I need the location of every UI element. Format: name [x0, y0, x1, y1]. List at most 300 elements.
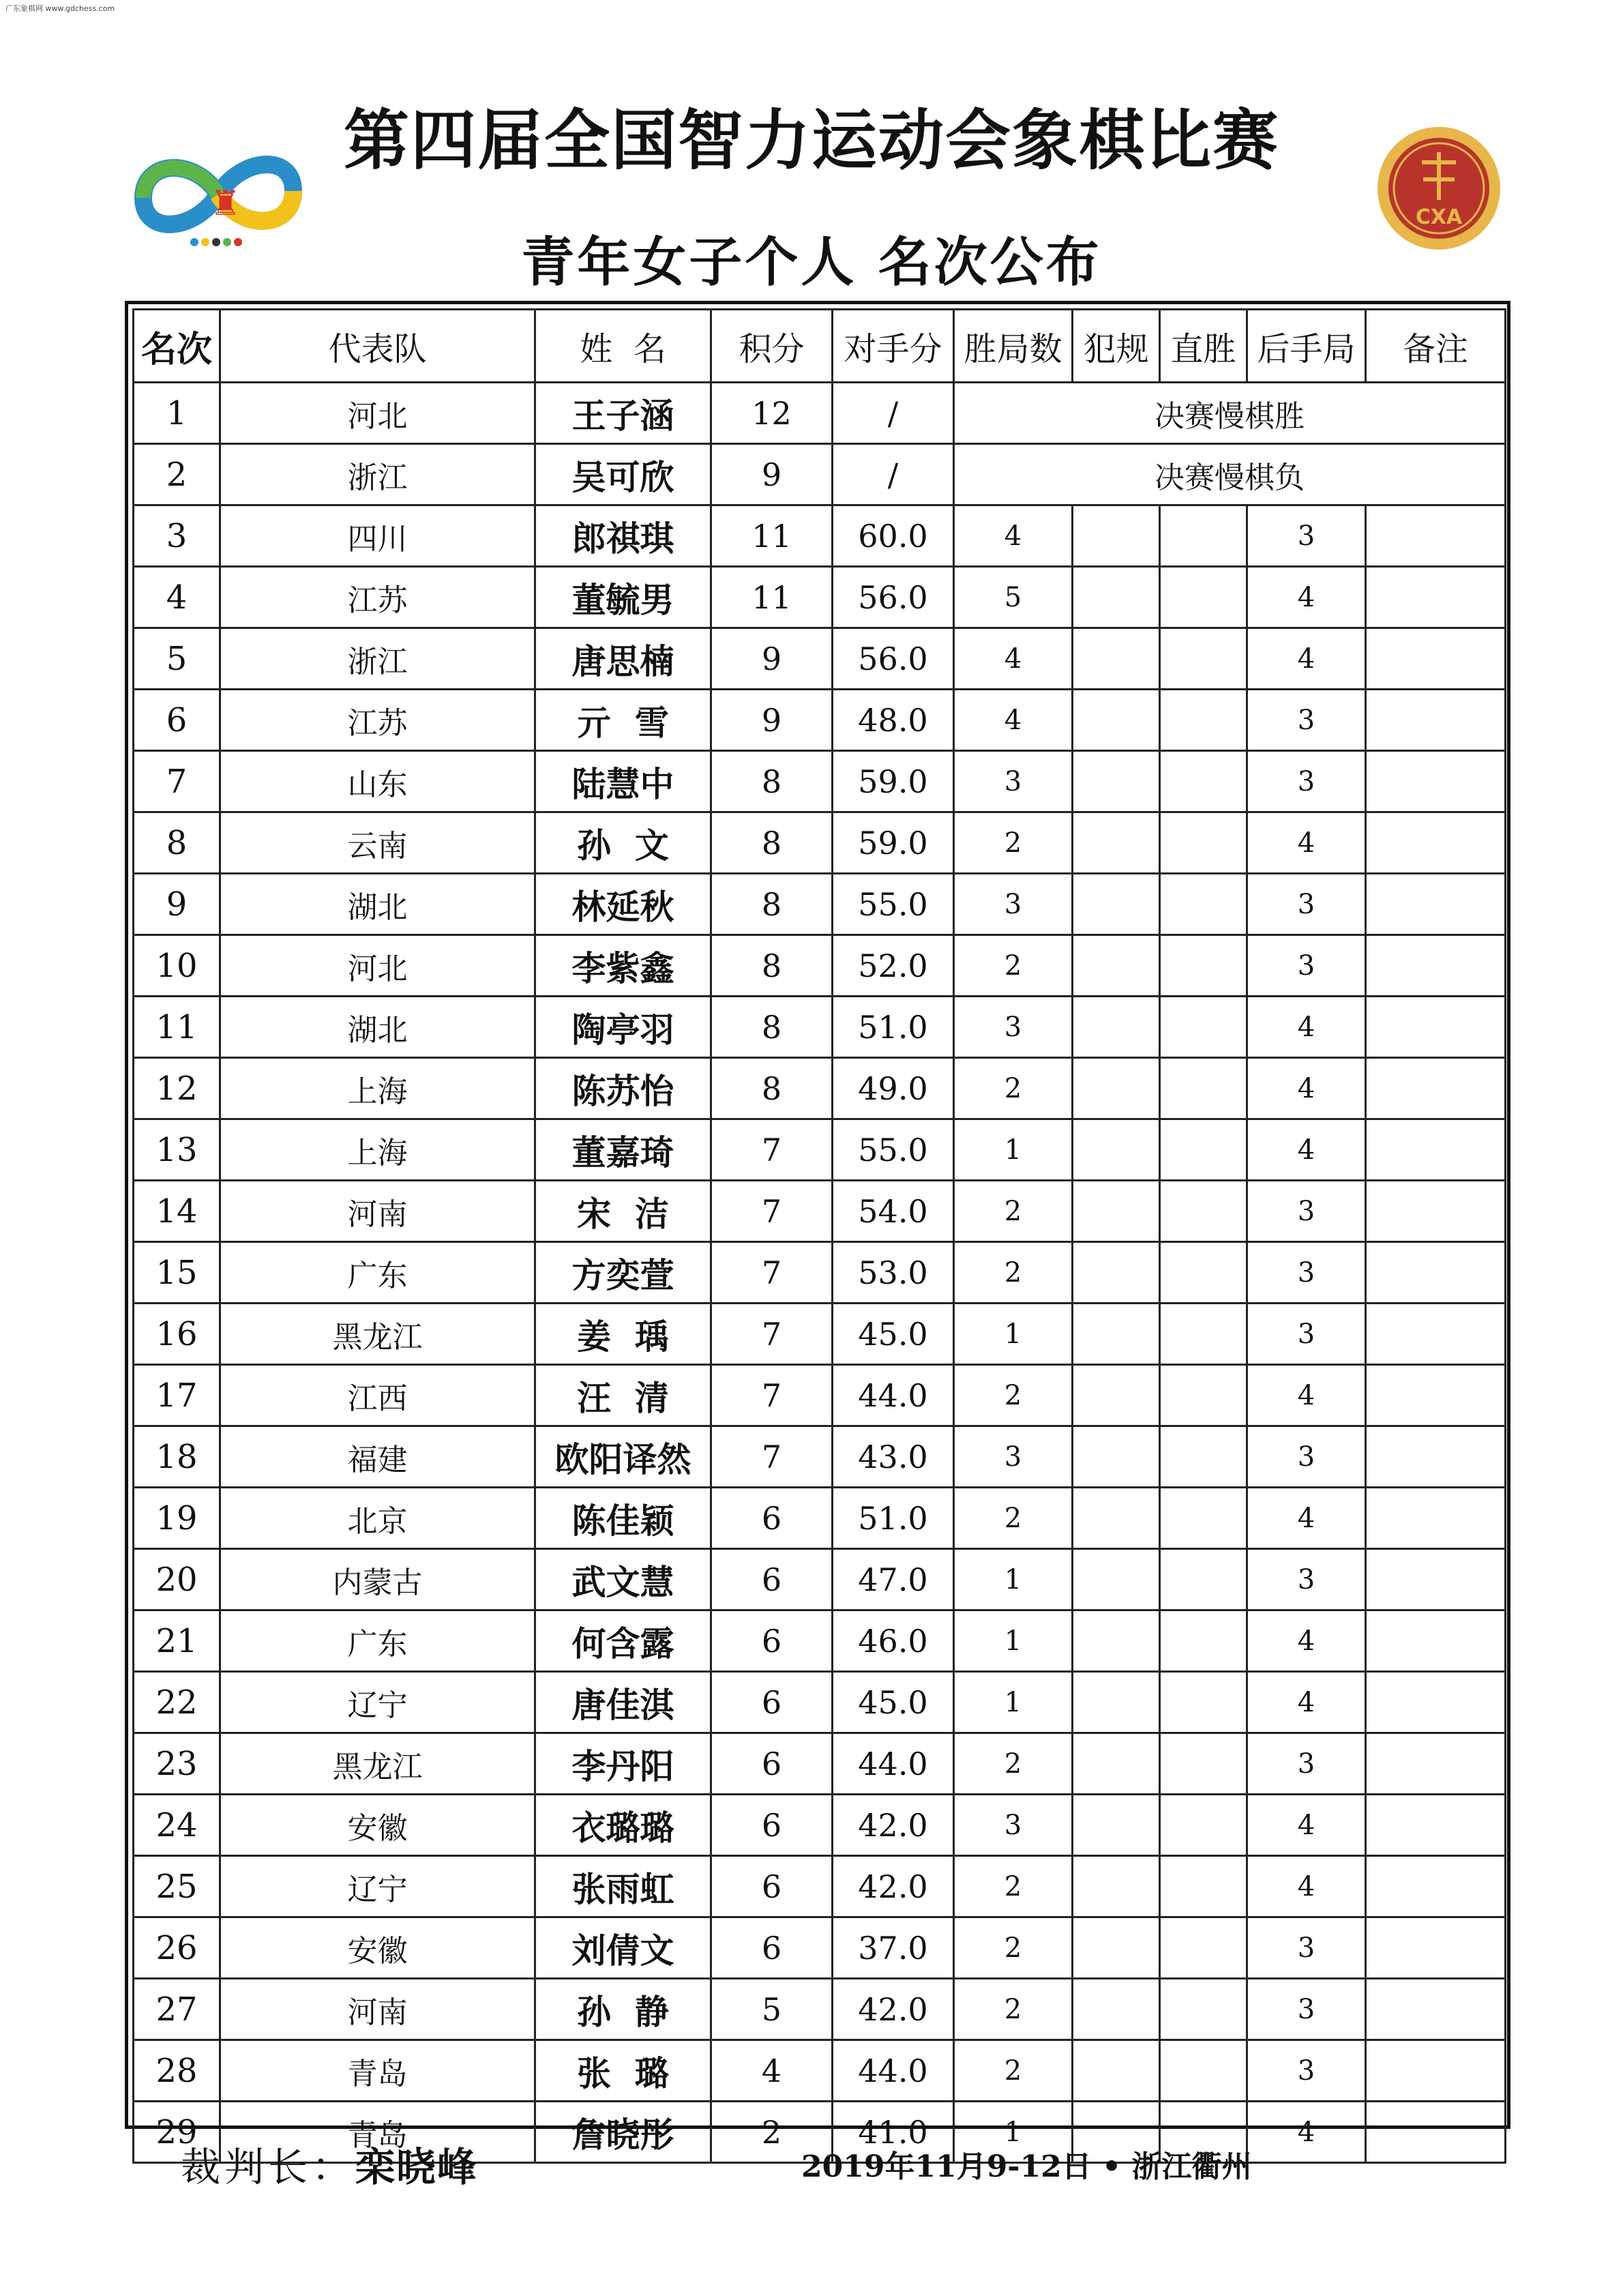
- name-cell: 衣璐璐: [535, 1795, 711, 1856]
- opponent-score-cell: 56.0: [833, 567, 954, 628]
- second-hand-cell: 3: [1247, 1549, 1366, 1610]
- table-row: [134, 1672, 1506, 1733]
- rank-cell: 18: [134, 1426, 220, 1488]
- opponent-score-cell: 52.0: [833, 935, 954, 997]
- second-hand-cell: 3: [1247, 1304, 1366, 1365]
- table-row: [134, 1488, 1506, 1549]
- wins-cell: 2: [954, 1058, 1073, 1119]
- team-cell: 辽宁: [220, 1856, 535, 1917]
- table-row: [134, 874, 1506, 935]
- foul-cell: [1073, 1672, 1160, 1733]
- column-header: 胜局数: [954, 310, 1073, 383]
- column-header: 积分: [711, 310, 833, 383]
- rank-cell: 17: [134, 1365, 220, 1426]
- table-row: [134, 2040, 1506, 2102]
- name-cell: 陶亭羽: [535, 997, 711, 1058]
- opponent-score-cell: 44.0: [833, 1365, 954, 1426]
- wins-cell: 1: [954, 1610, 1073, 1672]
- wins-cell: 1: [954, 2102, 1073, 2163]
- name-cell: 吴可欣: [535, 444, 711, 505]
- chief-referee-label: 裁判长：: [181, 2144, 356, 2190]
- name-cell: 孙 静: [535, 1979, 711, 2040]
- remark-cell: [1366, 1426, 1506, 1488]
- direct-win-cell: [1160, 1672, 1247, 1733]
- foul-cell: [1073, 567, 1160, 628]
- rank-cell: 29: [134, 2102, 220, 2163]
- foul-cell: [1073, 1795, 1160, 1856]
- score-cell: 8: [711, 1058, 833, 1119]
- second-hand-cell: 3: [1247, 935, 1366, 997]
- note-cell: 决赛慢棋负: [954, 444, 1506, 505]
- wins-cell: 2: [954, 1181, 1073, 1242]
- team-cell: 江西: [220, 1365, 535, 1426]
- team-cell: 云南: [220, 812, 535, 874]
- team-cell: 上海: [220, 1058, 535, 1119]
- wins-cell: 3: [954, 874, 1073, 935]
- rank-cell: 24: [134, 1795, 220, 1856]
- svg-text:♜: ♜: [210, 183, 241, 223]
- column-header: 直胜: [1160, 310, 1247, 383]
- wins-cell: 4: [954, 628, 1073, 690]
- direct-win-cell: [1160, 1856, 1247, 1917]
- team-cell: 江苏: [220, 567, 535, 628]
- team-cell: 山东: [220, 751, 535, 812]
- foul-cell: [1073, 1365, 1160, 1426]
- team-cell: 湖北: [220, 874, 535, 935]
- remark-cell: [1366, 1795, 1506, 1856]
- remark-cell: [1366, 1672, 1506, 1733]
- team-cell: 黑龙江: [220, 1304, 535, 1365]
- direct-win-cell: [1160, 1488, 1247, 1549]
- opponent-score-cell: 53.0: [833, 1242, 954, 1304]
- table-row: [134, 628, 1506, 690]
- wins-cell: 3: [954, 997, 1073, 1058]
- direct-win-cell: [1160, 1979, 1247, 2040]
- foul-cell: [1073, 1488, 1160, 1549]
- foul-cell: [1073, 812, 1160, 874]
- score-cell: 7: [711, 1365, 833, 1426]
- rank-cell: 16: [134, 1304, 220, 1365]
- direct-win-cell: [1160, 1549, 1247, 1610]
- opponent-score-cell: 55.0: [833, 1119, 954, 1181]
- table-row: [134, 1610, 1506, 1672]
- second-hand-cell: 3: [1247, 1979, 1366, 2040]
- remark-cell: [1366, 1304, 1506, 1365]
- wins-cell: 4: [954, 690, 1073, 751]
- name-cell: 林延秋: [535, 874, 711, 935]
- team-cell: 青岛: [220, 2040, 535, 2102]
- opponent-score-cell: 51.0: [833, 997, 954, 1058]
- foul-cell: [1073, 1426, 1160, 1488]
- remark-cell: [1366, 1733, 1506, 1795]
- score-cell: 6: [711, 1917, 833, 1979]
- name-cell: 亓 雪: [535, 690, 711, 751]
- team-cell: 湖北: [220, 997, 535, 1058]
- opponent-score-cell: 60.0: [833, 505, 954, 567]
- foul-cell: [1073, 505, 1160, 567]
- second-hand-cell: 4: [1247, 1365, 1366, 1426]
- table-row: [134, 1856, 1506, 1917]
- rank-cell: 25: [134, 1856, 220, 1917]
- column-header: 备注: [1366, 310, 1506, 383]
- second-hand-cell: 3: [1247, 505, 1366, 567]
- table-row: [134, 1917, 1506, 1979]
- column-header: 犯规: [1073, 310, 1160, 383]
- name-cell: 詹晓彤: [535, 2102, 711, 2163]
- wins-cell: 2: [954, 935, 1073, 997]
- second-hand-cell: 4: [1247, 1672, 1366, 1733]
- score-cell: 7: [711, 1242, 833, 1304]
- score-cell: 9: [711, 628, 833, 690]
- remark-cell: [1366, 628, 1506, 690]
- second-hand-cell: 4: [1247, 2102, 1366, 2163]
- score-cell: 6: [711, 1795, 833, 1856]
- second-hand-cell: 4: [1247, 812, 1366, 874]
- name-cell: 唐思楠: [535, 628, 711, 690]
- name-cell: 汪 清: [535, 1365, 711, 1426]
- page-title: 第四届全国智力运动会象棋比赛: [344, 102, 1279, 179]
- second-hand-cell: 4: [1247, 1058, 1366, 1119]
- wins-cell: 5: [954, 567, 1073, 628]
- score-cell: 6: [711, 1610, 833, 1672]
- opponent-score-cell: 56.0: [833, 628, 954, 690]
- team-cell: 安徽: [220, 1917, 535, 1979]
- remark-cell: [1366, 1488, 1506, 1549]
- rank-cell: 1: [134, 383, 220, 444]
- opponent-score-cell: 42.0: [833, 1795, 954, 1856]
- foul-cell: [1073, 1119, 1160, 1181]
- score-cell: 7: [711, 1426, 833, 1488]
- foul-cell: [1073, 1979, 1160, 2040]
- score-cell: 8: [711, 874, 833, 935]
- second-hand-cell: 3: [1247, 1733, 1366, 1795]
- team-cell: 河北: [220, 383, 535, 444]
- name-cell: 张 璐: [535, 2040, 711, 2102]
- rank-cell: 5: [134, 628, 220, 690]
- second-hand-cell: 4: [1247, 628, 1366, 690]
- rank-cell: 3: [134, 505, 220, 567]
- wins-cell: 1: [954, 1119, 1073, 1181]
- opponent-score-cell: 42.0: [833, 1856, 954, 1917]
- rank-cell: 20: [134, 1549, 220, 1610]
- wins-cell: 2: [954, 2040, 1073, 2102]
- score-cell: 6: [711, 1672, 833, 1733]
- table-row: [134, 1426, 1506, 1488]
- opponent-score-cell: 42.0: [833, 1979, 954, 2040]
- rank-cell: 15: [134, 1242, 220, 1304]
- score-cell: 7: [711, 1181, 833, 1242]
- column-header: 代表队: [220, 310, 535, 383]
- rank-cell: 4: [134, 567, 220, 628]
- remark-cell: [1366, 935, 1506, 997]
- team-cell: 辽宁: [220, 1672, 535, 1733]
- wins-cell: 1: [954, 1549, 1073, 1610]
- name-cell: 董嘉琦: [535, 1119, 711, 1181]
- table-row: [134, 1119, 1506, 1181]
- foul-cell: [1073, 935, 1160, 997]
- score-cell: 8: [711, 812, 833, 874]
- wins-cell: 2: [954, 1856, 1073, 1917]
- opponent-score-cell: 49.0: [833, 1058, 954, 1119]
- seal-text: CXA: [1415, 205, 1463, 229]
- name-cell: 张雨虹: [535, 1856, 711, 1917]
- name-cell: 孙 文: [535, 812, 711, 874]
- score-cell: 2: [711, 2102, 833, 2163]
- note-cell: 决赛慢棋胜: [954, 383, 1506, 444]
- direct-win-cell: [1160, 2040, 1247, 2102]
- second-hand-cell: 4: [1247, 997, 1366, 1058]
- team-cell: 黑龙江: [220, 1733, 535, 1795]
- opponent-score-cell: /: [833, 444, 954, 505]
- direct-win-cell: [1160, 997, 1247, 1058]
- table-row: [134, 690, 1506, 751]
- team-cell: 福建: [220, 1426, 535, 1488]
- table-row: [134, 1304, 1506, 1365]
- opponent-score-cell: 44.0: [833, 2040, 954, 2102]
- column-header: 对手分: [833, 310, 954, 383]
- rank-cell: 26: [134, 1917, 220, 1979]
- rank-cell: 10: [134, 935, 220, 997]
- direct-win-cell: [1160, 628, 1247, 690]
- direct-win-cell: [1160, 690, 1247, 751]
- second-hand-cell: 4: [1247, 1488, 1366, 1549]
- second-hand-cell: 3: [1247, 1917, 1366, 1979]
- score-cell: 11: [711, 505, 833, 567]
- opponent-score-cell: 37.0: [833, 1917, 954, 1979]
- wins-cell: 2: [954, 812, 1073, 874]
- direct-win-cell: [1160, 1917, 1247, 1979]
- table-header-row: [134, 310, 1506, 383]
- rank-cell: 14: [134, 1181, 220, 1242]
- second-hand-cell: 4: [1247, 1119, 1366, 1181]
- second-hand-cell: 3: [1247, 751, 1366, 812]
- direct-win-cell: [1160, 1058, 1247, 1119]
- watermark-text: 广东象棋网 www.gdchess.com: [5, 4, 115, 13]
- direct-win-cell: [1160, 1426, 1247, 1488]
- opponent-score-cell: 59.0: [833, 812, 954, 874]
- remark-cell: [1366, 1610, 1506, 1672]
- score-cell: 9: [711, 690, 833, 751]
- rank-cell: 23: [134, 1733, 220, 1795]
- wins-cell: 2: [954, 1242, 1073, 1304]
- second-hand-cell: 3: [1247, 1426, 1366, 1488]
- direct-win-cell: [1160, 812, 1247, 874]
- remark-cell: [1366, 1979, 1506, 2040]
- second-hand-cell: 4: [1247, 567, 1366, 628]
- opponent-score-cell: 43.0: [833, 1426, 954, 1488]
- foul-cell: [1073, 690, 1160, 751]
- remark-cell: [1366, 505, 1506, 567]
- name-cell: 王子涵: [535, 383, 711, 444]
- second-hand-cell: 3: [1247, 2040, 1366, 2102]
- wins-cell: 2: [954, 1488, 1073, 1549]
- table-row: [134, 383, 1506, 444]
- name-cell: 姜 瑀: [535, 1304, 711, 1365]
- rank-cell: 2: [134, 444, 220, 505]
- wins-cell: 2: [954, 1979, 1073, 2040]
- table-row: [134, 1058, 1506, 1119]
- table-row: [134, 1795, 1506, 1856]
- direct-win-cell: [1160, 1795, 1247, 1856]
- second-hand-cell: 3: [1247, 690, 1366, 751]
- score-cell: 6: [711, 1549, 833, 1610]
- second-hand-cell: 4: [1247, 1610, 1366, 1672]
- wins-cell: 3: [954, 1795, 1073, 1856]
- score-cell: 5: [711, 1979, 833, 2040]
- remark-cell: [1366, 751, 1506, 812]
- remark-cell: [1366, 997, 1506, 1058]
- team-cell: 四川: [220, 505, 535, 567]
- name-cell: 陈佳颖: [535, 1488, 711, 1549]
- score-cell: 7: [711, 1119, 833, 1181]
- opponent-score-cell: /: [833, 383, 954, 444]
- remark-cell: [1366, 2040, 1506, 2102]
- name-cell: 唐佳淇: [535, 1672, 711, 1733]
- remark-cell: [1366, 1181, 1506, 1242]
- rank-cell: 13: [134, 1119, 220, 1181]
- wins-cell: 4: [954, 505, 1073, 567]
- wins-cell: 1: [954, 1672, 1073, 1733]
- team-cell: 北京: [220, 1488, 535, 1549]
- rank-cell: 27: [134, 1979, 220, 2040]
- opponent-score-cell: 54.0: [833, 1181, 954, 1242]
- opponent-score-cell: 55.0: [833, 874, 954, 935]
- name-cell: 李丹阳: [535, 1733, 711, 1795]
- foul-cell: [1073, 1917, 1160, 1979]
- second-hand-cell: 3: [1247, 1181, 1366, 1242]
- direct-win-cell: [1160, 1181, 1247, 1242]
- wins-cell: 3: [954, 751, 1073, 812]
- foul-cell: [1073, 2040, 1160, 2102]
- ranking-table: [132, 308, 1506, 2164]
- wins-cell: 2: [954, 1733, 1073, 1795]
- table-row: [134, 1549, 1506, 1610]
- score-cell: 12: [711, 383, 833, 444]
- score-cell: 8: [711, 935, 833, 997]
- remark-cell: [1366, 567, 1506, 628]
- team-cell: 江苏: [220, 690, 535, 751]
- team-cell: 广东: [220, 1242, 535, 1304]
- team-cell: 浙江: [220, 444, 535, 505]
- direct-win-cell: [1160, 1304, 1247, 1365]
- direct-win-cell: [1160, 1733, 1247, 1795]
- team-cell: 安徽: [220, 1795, 535, 1856]
- team-cell: 内蒙古: [220, 1549, 535, 1610]
- table-row: [134, 1181, 1506, 1242]
- name-cell: 李紫鑫: [535, 935, 711, 997]
- opponent-score-cell: 45.0: [833, 1672, 954, 1733]
- score-cell: 9: [711, 444, 833, 505]
- remark-cell: [1366, 2102, 1506, 2163]
- score-cell: 8: [711, 751, 833, 812]
- team-cell: 河南: [220, 1181, 535, 1242]
- remark-cell: [1366, 1119, 1506, 1181]
- foul-cell: [1073, 751, 1160, 812]
- score-cell: 6: [711, 1488, 833, 1549]
- opponent-score-cell: 45.0: [833, 1304, 954, 1365]
- remark-cell: [1366, 1365, 1506, 1426]
- table-row: [134, 567, 1506, 628]
- table-row: [134, 751, 1506, 812]
- foul-cell: [1073, 997, 1160, 1058]
- name-cell: 宋 洁: [535, 1181, 711, 1242]
- remark-cell: [1366, 1856, 1506, 1917]
- column-header: 名次: [134, 310, 220, 383]
- score-cell: 8: [711, 997, 833, 1058]
- team-cell: 浙江: [220, 628, 535, 690]
- team-cell: 上海: [220, 1119, 535, 1181]
- date-place: 2019年11月9-12日 • 浙江衢州: [801, 2149, 1252, 2184]
- second-hand-cell: 4: [1247, 1856, 1366, 1917]
- foul-cell: [1073, 874, 1160, 935]
- direct-win-cell: [1160, 935, 1247, 997]
- wins-cell: 2: [954, 1365, 1073, 1426]
- remark-cell: [1366, 1549, 1506, 1610]
- opponent-score-cell: 48.0: [833, 690, 954, 751]
- opponent-score-cell: 47.0: [833, 1549, 954, 1610]
- direct-win-cell: [1160, 505, 1247, 567]
- foul-cell: [1073, 1304, 1160, 1365]
- opponent-score-cell: 51.0: [833, 1488, 954, 1549]
- remark-cell: [1366, 874, 1506, 935]
- name-cell: 董毓男: [535, 567, 711, 628]
- direct-win-cell: [1160, 567, 1247, 628]
- direct-win-cell: [1160, 751, 1247, 812]
- rank-cell: 7: [134, 751, 220, 812]
- foul-cell: [1073, 628, 1160, 690]
- chief-referee-name: 栾晓峰: [355, 2144, 479, 2190]
- remark-cell: [1366, 1058, 1506, 1119]
- table-row: [134, 997, 1506, 1058]
- rank-cell: 21: [134, 1610, 220, 1672]
- opponent-score-cell: 59.0: [833, 751, 954, 812]
- rank-cell: 19: [134, 1488, 220, 1549]
- ranking-table-frame: [125, 301, 1510, 2155]
- wins-cell: 2: [954, 1917, 1073, 1979]
- opponent-score-cell: 46.0: [833, 1610, 954, 1672]
- team-cell: 青岛: [220, 2102, 535, 2163]
- second-hand-cell: 4: [1247, 1795, 1366, 1856]
- rank-cell: 11: [134, 997, 220, 1058]
- name-cell: 武文慧: [535, 1549, 711, 1610]
- direct-win-cell: [1160, 1610, 1247, 1672]
- foul-cell: [1073, 1610, 1160, 1672]
- name-cell: 陆慧中: [535, 751, 711, 812]
- second-hand-cell: 3: [1247, 1242, 1366, 1304]
- foul-cell: [1073, 1549, 1160, 1610]
- name-cell: 陈苏怡: [535, 1058, 711, 1119]
- score-cell: 4: [711, 2040, 833, 2102]
- table-row: [134, 1242, 1506, 1304]
- foul-cell: [1073, 1242, 1160, 1304]
- remark-cell: [1366, 1242, 1506, 1304]
- table-row: [134, 1733, 1506, 1795]
- second-hand-cell: 3: [1247, 874, 1366, 935]
- wins-cell: 1: [954, 1304, 1073, 1365]
- team-cell: 广东: [220, 1610, 535, 1672]
- name-cell: 郎祺琪: [535, 505, 711, 567]
- score-cell: 6: [711, 1856, 833, 1917]
- team-cell: 河北: [220, 935, 535, 997]
- direct-win-cell: [1160, 1365, 1247, 1426]
- column-header: 后手局: [1247, 310, 1366, 383]
- direct-win-cell: [1160, 1242, 1247, 1304]
- team-cell: 河南: [220, 1979, 535, 2040]
- remark-cell: [1366, 812, 1506, 874]
- column-header: 姓 名: [535, 310, 711, 383]
- direct-win-cell: [1160, 1119, 1247, 1181]
- rank-cell: 8: [134, 812, 220, 874]
